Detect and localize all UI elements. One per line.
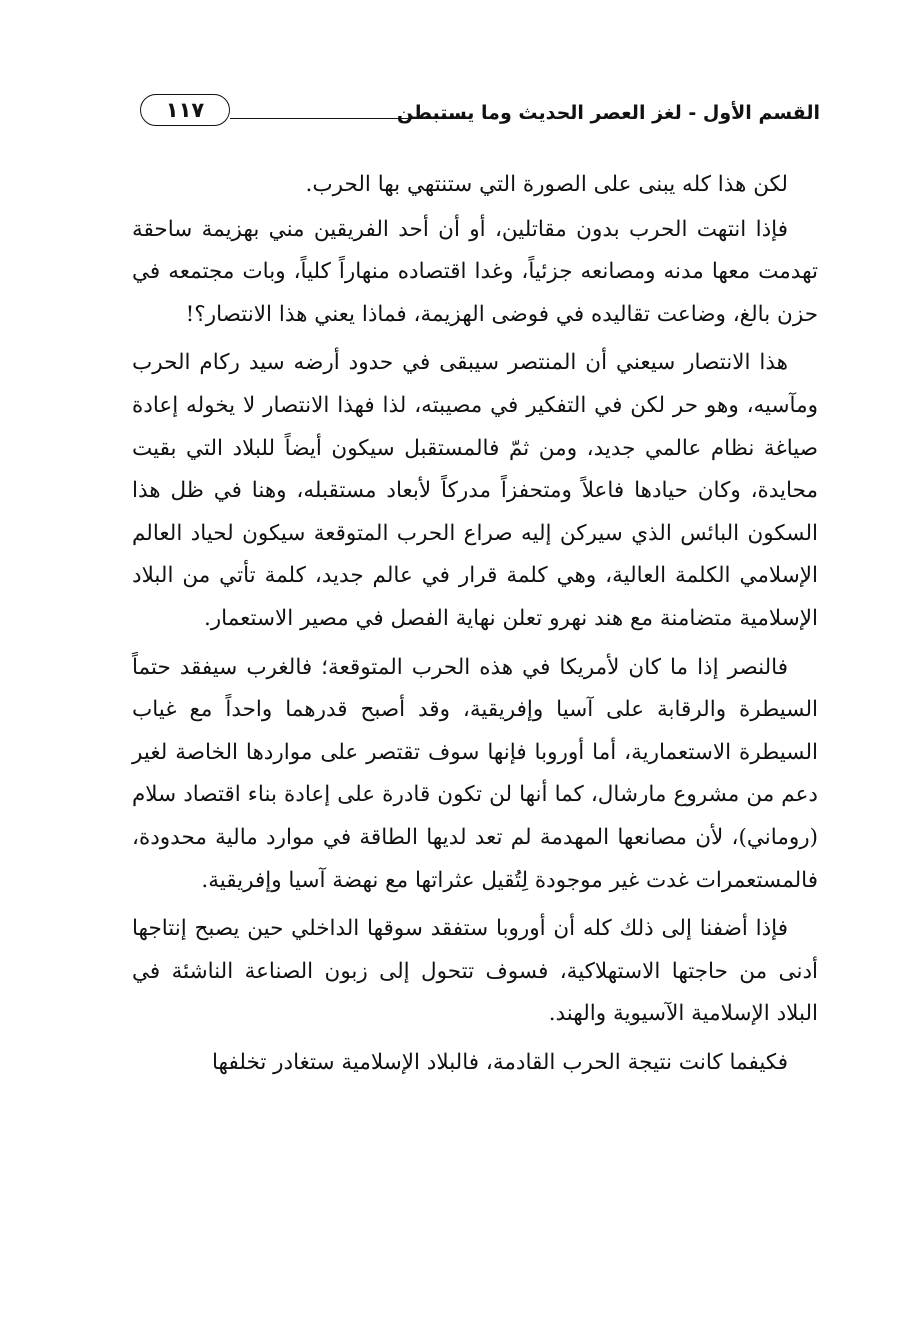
header-rule: [230, 118, 465, 119]
paragraph-2: فإذا انتهت الحرب بدون مقاتلين، أو أن أحد الفريقين مني بهزيمة ساحقة تهدمت معها مدنه ومصانعه جزئياً، وغدا اقتصاده منهاراً كلياً، وبات مجتمعه في حزن بالغ، وضاعت تقاليده في فوضى الهزيمة، فماذا يعني هذا الانتصار؟!: [132, 216, 818, 327]
page-number: ١١٧: [140, 94, 230, 126]
running-header: [130, 92, 820, 130]
body-text: [132, 164, 818, 1090]
paragraph-5: فإذا أضفنا إلى ذلك كله أن أوروبا ستفقد سوقها الداخلي حين يصبح إنتاجها أدنى من حاجتها الاستهلاكية، فسوف تتحول إلى زبون الصناعة الناشئة في البلاد الإسلامية الآسيوية والهند.: [132, 916, 818, 1027]
paragraph-6: فكيفما كانت نتيجة الحرب القادمة، فالبلاد الإسلامية ستغادر تخلفها: [211, 1049, 788, 1075]
paragraph-1: لكن هذا كله يبنى على الصورة التي ستنتهي بها الحرب.: [305, 172, 788, 197]
paragraph-3: هذا الانتصار سيعني أن المنتصر سيبقى في حدود أرضه سيد ركام الحرب ومآسيه، وهو حر لكن في التفكير في مصيبته، لذا فهذا الانتصار لا يخوله إعادة صياغة نظام عالمي جديد، ومن ثمّ فالمستقبل سيكون أيضاً للبلاد التي بقيت محايدة، وكان حيادها فاعلاً ومتحفزاً مدركاً لأبعاد مستقبله، وهنا في ظل هذا السكون البائس الذي سيركن إليه صراع الحرب المتوقعة سيكون لحياد العالم الإسلامي الكلمة العالية، وهي كلمة قرار في عالم جديد، كلمة تأتي من البلاد الإسلامية متضامنة مع هند نهرو تعلن نهاية الفصل في مصير الاستعمار.: [132, 350, 818, 631]
paragraph-4: فالنصر إذا ما كان لأمريكا في هذه الحرب المتوقعة؛ فالغرب سيفقد حتماً السيطرة والرقابة على آسيا وإفريقية، وقد أصبح قدرهما واحداً مع غياب السيطرة الاستعمارية، أما أوروبا فإنها سوف تقتصر على مواردها الخاصة لغير دعم من مشروع مارشال، كما أنها لن تكون قادرة على إعادة بناء اقتصاد سلام (روماني)، لأن مصانعها المهدمة لم تعد لديها الطاقة في موارد مالية محدودة، فالمستعمرات غدت غير موجودة لِتُقيل عثراتها مع نهضة آسيا وإفريقية.: [132, 654, 818, 893]
running-header-title: القسم الأول - لغز العصر الحديث وما يستبطن: [396, 102, 820, 124]
